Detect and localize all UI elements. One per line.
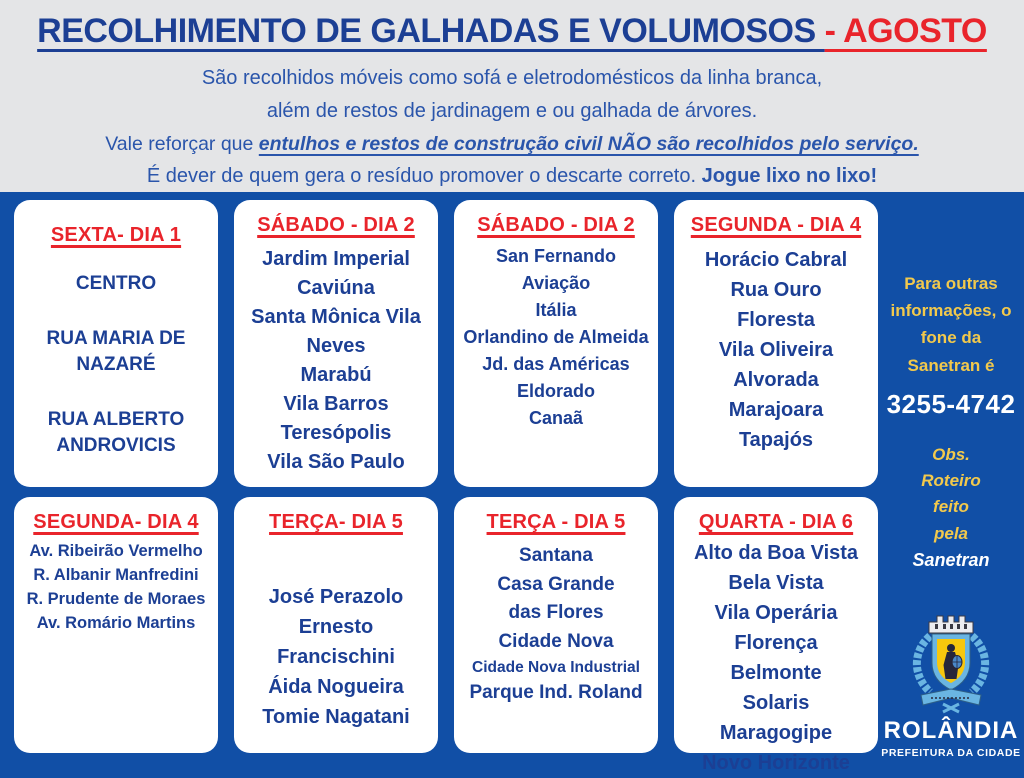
schedule-card-sabado-dia-2a xyxy=(234,200,438,487)
card-line: das Flores xyxy=(508,602,604,623)
card-line: Florença xyxy=(734,632,818,654)
schedule-card-sexta-dia-1 xyxy=(14,200,218,487)
info-sidebar xyxy=(878,192,1024,768)
card-line: RUA ALBERTO ANDROVICIS xyxy=(47,408,185,457)
card-line: Vila Operária xyxy=(714,602,838,624)
obs-line: feito xyxy=(933,497,969,517)
card-line xyxy=(20,379,212,407)
schedule-card-segunda-dia-4b xyxy=(14,497,218,753)
card-line: Santana xyxy=(519,545,593,566)
card-line: Floresta xyxy=(737,309,815,331)
card-neighborhood-list xyxy=(240,542,432,732)
card-neighborhood-list xyxy=(240,245,432,477)
card-line: Rua Ouro xyxy=(730,279,822,301)
obs-line: pela xyxy=(933,523,969,543)
card-line: Santa Mônica Vila Neves xyxy=(251,306,421,357)
card-line: Bela Vista xyxy=(728,572,824,594)
card-day-title: TERÇA- DIA 5 xyxy=(269,511,403,533)
card-line: Eldorado xyxy=(516,381,595,401)
card-neighborhood-list xyxy=(460,243,652,432)
card-line: Vila Barros xyxy=(283,393,389,415)
card-line: Av. Romário Martins xyxy=(36,613,196,632)
schedule-card-segunda-dia-4a xyxy=(674,200,878,487)
card-neighborhood-list xyxy=(680,538,872,778)
rolandia-coat-of-arms-icon xyxy=(899,609,1003,713)
card-line: Av. Ribeirão Vermelho xyxy=(29,542,203,560)
intro-line-4 xyxy=(0,163,1024,190)
card-line: Parque Ind. Roland xyxy=(469,682,643,704)
schedule-cards-grid xyxy=(0,192,878,774)
card-line: Cidade Nova Industrial xyxy=(472,659,640,676)
intro-line-3-prefix: Vale reforçar que xyxy=(105,133,259,156)
card-line: R. Prudente de Moraes xyxy=(26,589,206,608)
card-line: Solaris xyxy=(742,692,810,714)
obs-line: Obs. xyxy=(932,444,970,464)
poster-header xyxy=(0,0,1024,192)
card-line: Tapajós xyxy=(738,429,814,451)
intro-line-4-slogan: Jogue lixo no lixo! xyxy=(701,165,878,188)
card-day-title: SÁBADO - DIA 2 xyxy=(257,214,415,236)
sanetran-phone-number: 3255-4742 xyxy=(886,388,1016,419)
card-day-title: SEGUNDA- DIA 4 xyxy=(33,511,199,533)
title-main-text: RECOLHIMENTO DE GALHADAS E VOLUMOSOS xyxy=(37,12,825,50)
card-line: Aviação xyxy=(521,273,591,293)
title-month-accent: - AGOSTO xyxy=(824,12,987,50)
card-line: Alvorada xyxy=(733,369,819,391)
card-line: Casa Grande xyxy=(497,573,615,595)
card-line: Jardim Imperial xyxy=(262,248,410,270)
card-neighborhood-list xyxy=(20,540,212,636)
card-line: Tomie Nagatani xyxy=(262,706,410,728)
page-title xyxy=(0,12,1024,51)
card-line: Maragogipe xyxy=(719,722,833,744)
card-line: Marajoara xyxy=(728,399,824,421)
obs-line: Roteiro xyxy=(921,471,981,491)
card-line: RUA MARIA DE NAZARÉ xyxy=(46,327,186,376)
intro-line-2: além de restos de jardinagem e ou galhada de árvores. xyxy=(266,100,758,123)
obs-note xyxy=(921,442,981,547)
card-day-title: SEGUNDA - DIA 4 xyxy=(690,214,862,236)
card-line: Vila Oliveira xyxy=(718,339,834,361)
card-line: José Perazolo xyxy=(268,586,404,608)
card-line: San Fernando xyxy=(495,246,616,266)
card-line: Itália xyxy=(535,300,577,320)
card-line: Vila São Paulo xyxy=(267,451,405,473)
intro-line-4-prefix: É dever de quem gera o resíduo promover o descarte correto. xyxy=(146,165,702,188)
card-day-title: QUARTA - DIA 6 xyxy=(698,511,854,533)
card-line: Belmonte xyxy=(730,662,822,684)
card-neighborhood-list xyxy=(680,245,872,455)
card-line: Áida Nogueira xyxy=(268,676,404,698)
city-name: ROLÂNDIA xyxy=(883,717,1019,745)
schedule-card-terca-dia-5a xyxy=(234,497,438,753)
card-line: Ernesto Francischini xyxy=(277,616,395,668)
card-line: R. Albanir Manfredini xyxy=(33,565,199,584)
card-line: Marabú xyxy=(300,364,372,386)
card-line: Orlandino de Almeida xyxy=(463,327,649,347)
card-day-title: TERÇA - DIA 5 xyxy=(486,511,626,533)
card-line: Caviúna xyxy=(297,277,375,299)
card-line: Teresópolis xyxy=(280,422,392,444)
sidebar-info-text: Para outras informações, o fone da Sanetran é xyxy=(890,274,1012,375)
card-line xyxy=(20,298,212,326)
schedule-card-sabado-dia-2b xyxy=(454,200,658,487)
card-neighborhood-list xyxy=(20,271,212,460)
intro-line-3-emphasis: entulhos e restos de construção civil NÃO são recolhidos pelo serviço. xyxy=(258,133,919,156)
schedule-board xyxy=(0,192,1024,774)
card-day-title: SÁBADO - DIA 2 xyxy=(477,214,635,236)
card-line: CENTRO xyxy=(75,273,157,294)
schedule-card-quarta-dia-6 xyxy=(674,497,878,774)
card-line: Jd. das Américas xyxy=(482,354,630,374)
card-line: Cidade Nova xyxy=(498,630,614,652)
card-neighborhood-list xyxy=(460,542,652,708)
intro-line-3 xyxy=(0,131,1024,157)
card-line: Horácio Cabral xyxy=(704,249,848,271)
city-subtitle: PREFEITURA DA CIDADE xyxy=(881,747,1021,760)
card-line: Canaã xyxy=(528,408,584,428)
card-line: Novo Horizonte xyxy=(702,752,850,774)
schedule-card-terca-dia-5b xyxy=(454,497,658,753)
card-day-title: SEXTA- DIA 1 xyxy=(50,224,182,246)
intro-line-1: São recolhidos móveis como sofá e eletrodomésticos da linha branca, xyxy=(201,67,823,90)
card-line xyxy=(240,542,432,582)
obs-brand-name: Sanetran xyxy=(912,550,990,571)
card-line: Alto da Boa Vista xyxy=(693,542,859,564)
